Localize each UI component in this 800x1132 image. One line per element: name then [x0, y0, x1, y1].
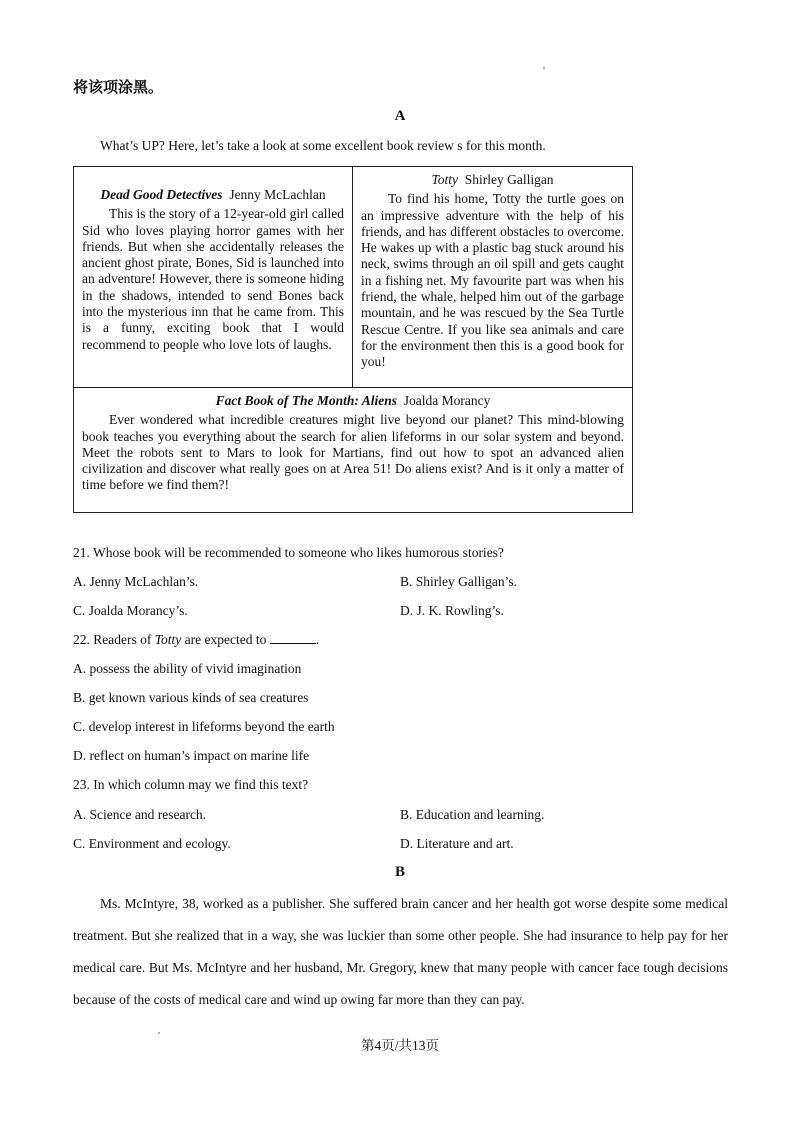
instruction-text: 将该项涂黑。	[73, 78, 164, 96]
question-21-option-b: B. Shirley Galligan’s.	[400, 574, 517, 589]
question-22-book-title: Totty	[154, 632, 182, 647]
question-22-stem-pre: 22. Readers of	[73, 632, 155, 647]
page-footer: 第4页/共13页	[360, 1038, 439, 1053]
book-title: Fact Book of The Month: Aliens	[215, 393, 398, 408]
question-21-stem: 21. Whose book will be recommended to someone who likes humorous stories?	[73, 545, 504, 560]
question-21-option-a: A. Jenny McLachlan’s.	[73, 574, 199, 589]
book-title: Dead Good Detectives	[100, 187, 223, 202]
book-review-totty	[353, 167, 632, 387]
section-a-label: A	[394, 108, 406, 124]
question-21-option-d: D. J. K. Rowling’s.	[400, 603, 504, 618]
book-review-table-top	[73, 166, 633, 388]
scan-dot	[543, 67, 545, 69]
section-b-passage	[73, 888, 728, 1016]
book-author: Joalda Morancy	[403, 393, 491, 408]
book-author: Jenny McLachlan	[229, 187, 326, 202]
book-review-dead-good-detectives	[74, 167, 353, 387]
book-review-aliens	[73, 388, 633, 513]
section-b-label: B	[394, 864, 405, 880]
section-a-intro: What’s UP? Here, let’s take a look at some excellent book review s for this month.	[100, 138, 546, 153]
question-23-option-d: D. Literature and art.	[400, 836, 514, 851]
question-23-option-b: B. Education and learning.	[400, 807, 545, 822]
question-22-option-a: A. possess the ability of vivid imagination	[73, 661, 302, 676]
question-21-option-c: C. Joalda Morancy’s.	[73, 603, 188, 618]
book-author: Shirley Galligan	[464, 172, 554, 187]
answer-blank	[270, 633, 316, 644]
question-22-stem	[73, 632, 319, 648]
book-heading	[82, 393, 624, 409]
book-title: Totty	[431, 172, 458, 187]
book-review-text: This is the story of a 12-year-old girl called Sid who loves playing horror games with her friends. But when she accidentally releases the ancient ghost pirate, Bones, Sid is launched into an adventure! However, there is someone hiding in the shadows, intended to send Bones back into the mysterious inn that he came from. This is a funny, exciting book that I would recommend to people who love lots of laughs.	[82, 206, 344, 352]
question-22-option-b: B. get known various kinds of sea creatures	[73, 690, 309, 705]
section-b-paragraph: Ms. McIntyre, 38, worked as a publisher. She suffered brain cancer and her health got worse despite some medical treatment. But she realized that in a way, she was luckier than some other people. She had insurance to help pay for her medical care. But Ms. McIntyre and her husband, Mr. Gregory, knew that many people with cancer face tough decisions because of the costs of medical care and wind up owing far more than they can pay.	[73, 896, 728, 1007]
book-review-text: Ever wondered what incredible creatures might live beyond our planet? This mind-blowing book teaches you everything about the search for alien lifeforms in our solar system and beyond. Meet the robots sent to Mars to look for Martians, find out how to spot an advanced alien civilization and discover what really goes on at Area 51! Do aliens exist? And is it only a matter of time before we find them?!	[82, 412, 624, 493]
book-review-text: To find his home, Totty the turtle goes on an impressive adventure with the help of his friends, and has different obstacles to overcome. He wakes up with a plastic bag stuck around his neck, swims through an oil spill and gets caught in a fishing net. My favourite part was when his friend, the whale, helped him out of the garbage mountain, and he was rescued by the Sea Turtle Rescue Centre. If you like sea animals and care for the environment then this is a good book for you!	[361, 191, 624, 370]
question-23-stem: 23. In which column may we find this text?	[73, 777, 309, 792]
question-22-option-d: D. reflect on human’s impact on marine life	[73, 748, 310, 763]
question-23-option-a: A. Science and research.	[73, 807, 207, 822]
question-22-option-c: C. develop interest in lifeforms beyond the earth	[73, 719, 335, 734]
book-heading	[361, 172, 624, 188]
question-22-stem-post: are expected to	[181, 632, 270, 647]
question-23-option-c: C. Environment and ecology.	[73, 836, 231, 851]
question-22-stem-end: .	[315, 632, 320, 647]
book-heading	[82, 187, 344, 203]
